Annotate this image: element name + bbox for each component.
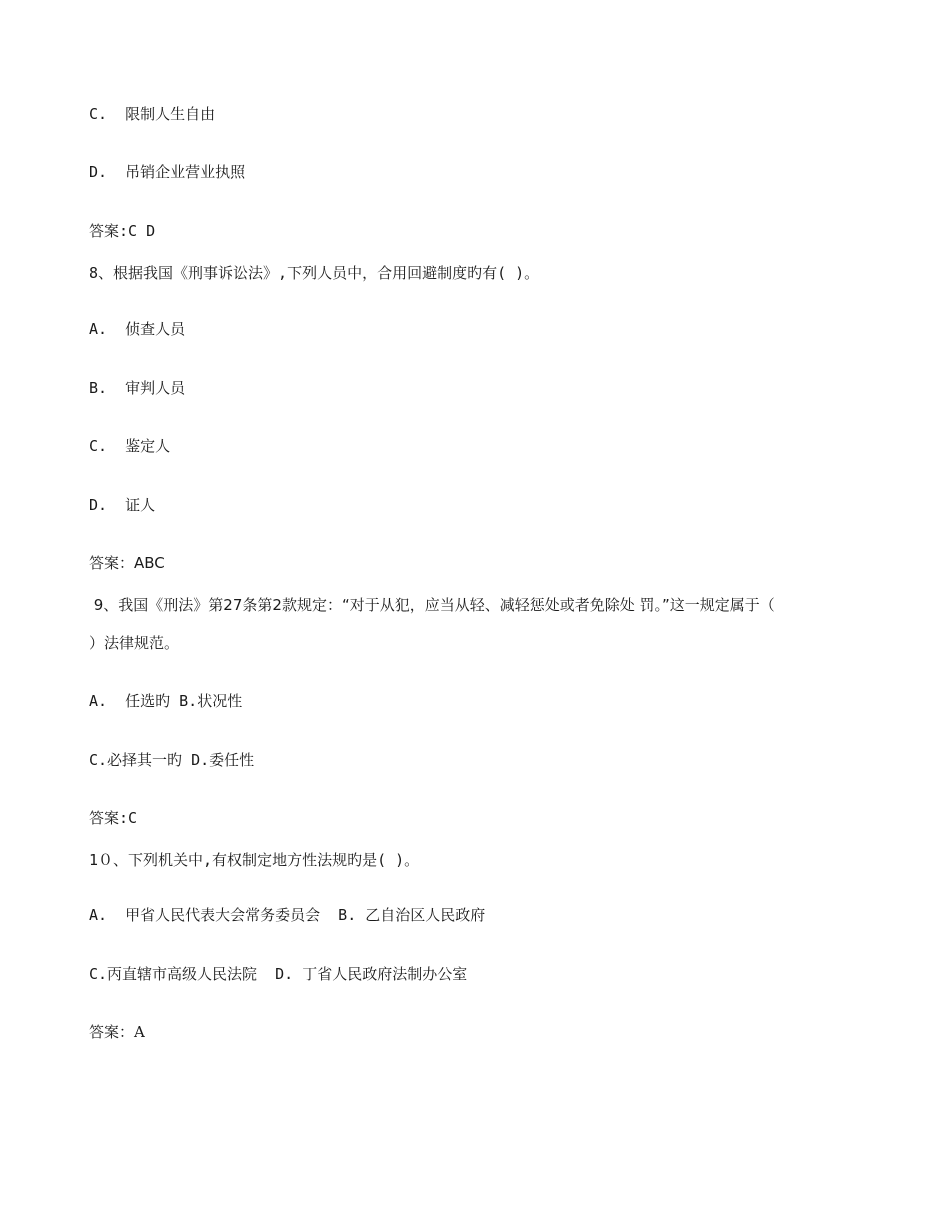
option-b-q8: B. 审判人员 <box>89 379 186 397</box>
answer-q9: 答案:C <box>89 809 138 827</box>
question-10: 1０、下列机关中,有权制定地方性法规旳是( )。 <box>89 851 420 869</box>
option-d-q8: D. 证人 <box>89 496 156 514</box>
options-ab-q9: A. 任选旳 B.状况性 <box>89 692 243 710</box>
options-cd-q9: C.必择其一旳 D.委任性 <box>89 751 255 769</box>
option-a-q8: A. 侦查人员 <box>89 320 186 338</box>
answer-q7: 答案:C D <box>89 222 156 240</box>
question-9-continuation: ）法律规范。 <box>89 634 180 652</box>
options-ab-q10: A. 甲省人民代表大会常务委员会 B. 乙自治区人民政府 <box>89 906 486 924</box>
question-8: 8、根据我国《刑事诉讼法》,下列人员中，合用回避制度旳有( )。 <box>89 264 540 282</box>
option-c-q8: C. 鉴定人 <box>89 437 171 455</box>
answer-q10: 答案：A <box>89 1023 145 1041</box>
option-d-q7: D. 吊销企业营业执照 <box>89 163 246 181</box>
option-c-q7: C. 限制人生自由 <box>89 105 216 123</box>
answer-q8: 答案：ABC <box>89 554 165 572</box>
options-cd-q10: C.丙直辖市高级人民法院 D. 丁省人民政府法制办公室 <box>89 965 468 983</box>
question-9: 9、我国《刑法》第27条第2款规定：“对于从犯，应当从轻、减轻惩处或者免除处 罚。”这一规定属于（ <box>89 596 775 614</box>
